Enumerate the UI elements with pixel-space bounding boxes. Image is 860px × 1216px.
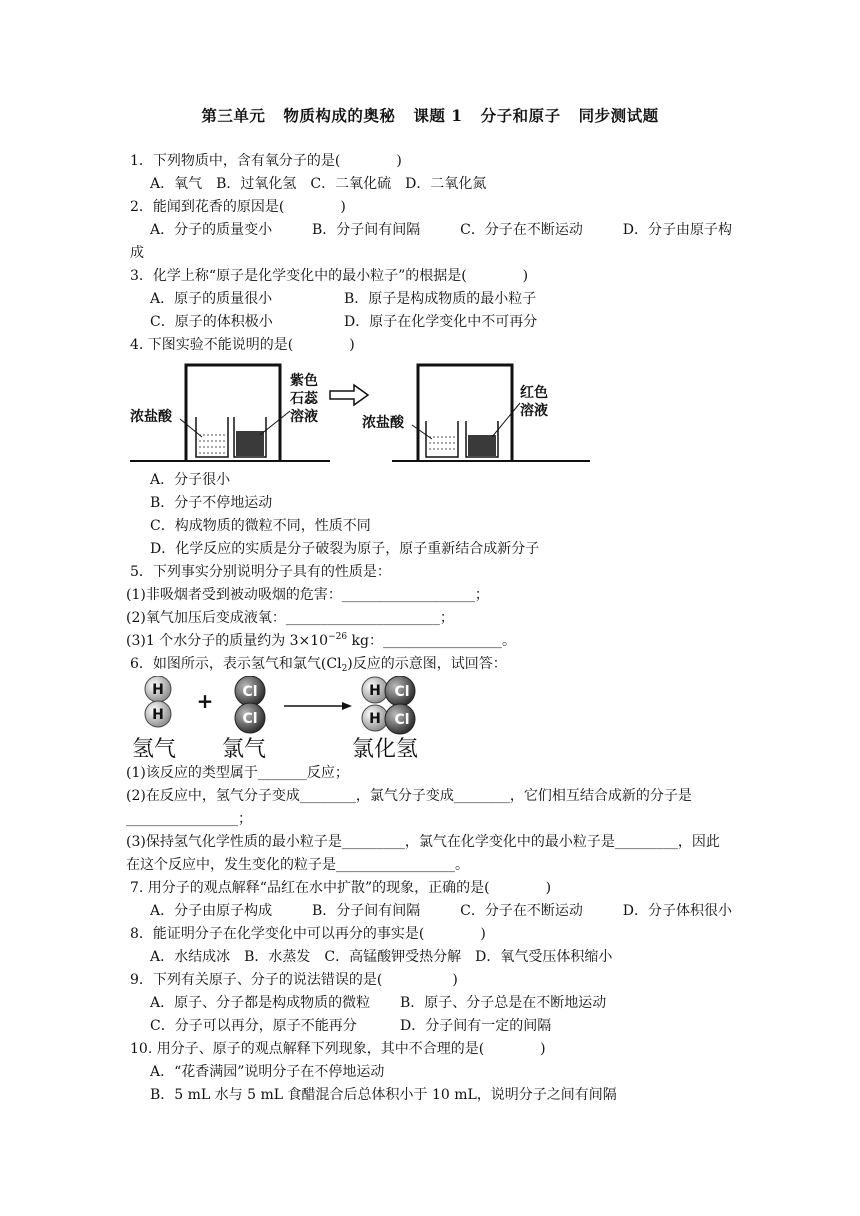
q4-stem: 4. 下图实验不能说明的是( ) <box>130 337 355 353</box>
q5-stem: 5．下列事实分别说明分子具有的性质是： <box>130 564 391 580</box>
q6-item: (1)该反应的类型属于_______反应； <box>126 765 349 781</box>
cl-atom-label: Cl <box>242 684 258 700</box>
q2-stem: 2．能闻到花香的原因是( ) <box>130 199 346 215</box>
cl-atom-label: Cl <box>242 711 258 727</box>
option: C．分子可以再分，原子不能再分 <box>150 1018 357 1034</box>
red-solution-label-line1: 红色 <box>520 385 548 401</box>
q4-experiment-figure <box>130 357 732 469</box>
plus-sign: + <box>196 689 214 713</box>
h-atom-label: H <box>369 711 381 727</box>
right-acid-label: 浓盐酸 <box>362 415 404 431</box>
option: B．过氧化氢 <box>216 176 297 192</box>
q5-item: (2)氧气加压后变成液氧：______________________； <box>126 610 454 626</box>
option: B．5 mL 水与 5 mL 食醋混合后总体积小于 10 mL，说明分子之间有间隔 <box>150 1087 617 1103</box>
q1-options <box>130 173 732 196</box>
cl-atom-label: Cl <box>394 684 410 700</box>
option: C．分子在不断运动 <box>460 903 583 919</box>
q1-stem: 1．下列物质中，含有氧分子的是( ) <box>130 153 402 169</box>
option: D．化学反应的实质是分子破裂为原子，原子重新结合成新分子 <box>150 541 540 557</box>
option: D．氧气受压体积缩小 <box>475 949 613 965</box>
option: D．二氧化氮 <box>405 176 487 192</box>
q3-stem: 3．化学上称“原子是化学变化中的最小粒子”的根据是( ) <box>130 268 529 284</box>
red-solution-label-line2: 溶液 <box>520 403 548 419</box>
litmus-label-line2: 石蕊 <box>290 391 318 407</box>
option: A．分子的质量变小 <box>150 222 273 238</box>
chlorine-label: 氯气 <box>222 737 267 762</box>
option: B．分子不停地运动 <box>150 495 273 511</box>
h-atom-label: H <box>152 682 164 698</box>
q6-reaction-figure <box>130 676 732 762</box>
page-title: 第三单元 物质构成的奥秘 课题 1 分子和原子 同步测试题 <box>201 106 659 125</box>
option: B．原子、分子总是在不断地运动 <box>400 995 607 1011</box>
option: C．二氧化硫 <box>310 176 392 192</box>
option: C．高锰酸钾受热分解 <box>324 949 462 965</box>
hydrogen-label: 氢气 <box>132 737 177 762</box>
hcl-reaction-diagram <box>130 676 450 762</box>
q5-item: (3)1 个水分子的质量约为 $3\times 10^{-26}$ kg：_________________。 <box>126 632 516 649</box>
option: A．水结成冰 <box>150 949 231 965</box>
q2-option-continuation: 成 <box>130 245 144 261</box>
option: D．分子由原子构 <box>622 222 732 238</box>
beaker-experiment-diagram <box>130 357 590 469</box>
option: D．原子在化学变化中不可再分 <box>344 314 538 330</box>
option: B．分子间有间隔 <box>312 222 421 238</box>
option: D．分子间有一定的间隔 <box>400 1018 552 1034</box>
litmus-label-line3: 溶液 <box>290 409 318 425</box>
q8-stem: 8．能证明分子在化学变化中可以再分的事实是( ) <box>130 926 486 942</box>
q7-options <box>130 900 732 923</box>
option: B．水蒸发 <box>244 949 311 965</box>
left-acid-label: 浓盐酸 <box>130 409 172 425</box>
option: B．分子间有间隔 <box>312 903 421 919</box>
option: C．分子在不断运动 <box>460 222 583 238</box>
q7-stem: 7. 用分子的观点解释“品红在水中扩散”的现象，正确的是( ) <box>130 880 552 896</box>
right-arrow-icon <box>330 385 368 405</box>
reaction-arrow-icon <box>342 702 352 710</box>
q9-stem: 9．下列有关原子、分子的说法错误的是( ) <box>130 972 458 988</box>
hcl-label: 氯化氢 <box>352 737 419 762</box>
question-list <box>126 150 732 1107</box>
right-setup <box>362 365 590 461</box>
option: A．“花香满园”说明分子在不停地运动 <box>150 1064 385 1080</box>
option: D．分子体积很小 <box>622 903 732 919</box>
h-atom-label: H <box>152 707 164 723</box>
q6-stem: 6．如图所示，表示氢气和氯气$(Cl_2)$反应的示意图，试回答： <box>130 656 507 674</box>
cl-atom-label: Cl <box>394 712 410 728</box>
q3-options-row1 <box>130 288 732 311</box>
q6-item: (2)在反应中，氢气分子变成________，氯气分子变成________，它们相互结合成新的分子是________________； <box>126 788 692 827</box>
q5-item: (1)非吸烟者受到被动吸烟的危害：___________________； <box>126 587 489 603</box>
q6-item: (3)保持氢气化学性质的最小粒子是_________，氯气在化学变化中的最小粒子是_________，因此在这个反应中，发生变化的粒子是_________________。 <box>126 834 720 873</box>
q10-stem: 10. 用分子、原子的观点解释下列现象，其中不合理的是( ) <box>130 1041 546 1057</box>
q9-options-row2 <box>130 1015 732 1038</box>
q3-options-row2 <box>130 311 732 334</box>
option: C．构成物质的微粒不同，性质不同 <box>150 518 371 534</box>
option: A．分子由原子构成 <box>150 903 273 919</box>
left-setup <box>130 365 330 461</box>
option: A．原子、分子都是构成物质的微粒 <box>150 995 371 1011</box>
option: A．氧气 <box>150 176 203 192</box>
option: A．分子很小 <box>150 472 231 488</box>
q8-options <box>130 946 732 969</box>
h-atom-label: H <box>369 683 381 699</box>
option: B．原子是构成物质的最小粒子 <box>344 291 537 307</box>
q2-options <box>130 219 732 242</box>
option: A．原子的质量很小 <box>150 291 273 307</box>
option: C．原子的体积极小 <box>150 314 273 330</box>
q9-options-row1 <box>130 992 732 1015</box>
litmus-label-line1: 紫色 <box>290 373 318 389</box>
